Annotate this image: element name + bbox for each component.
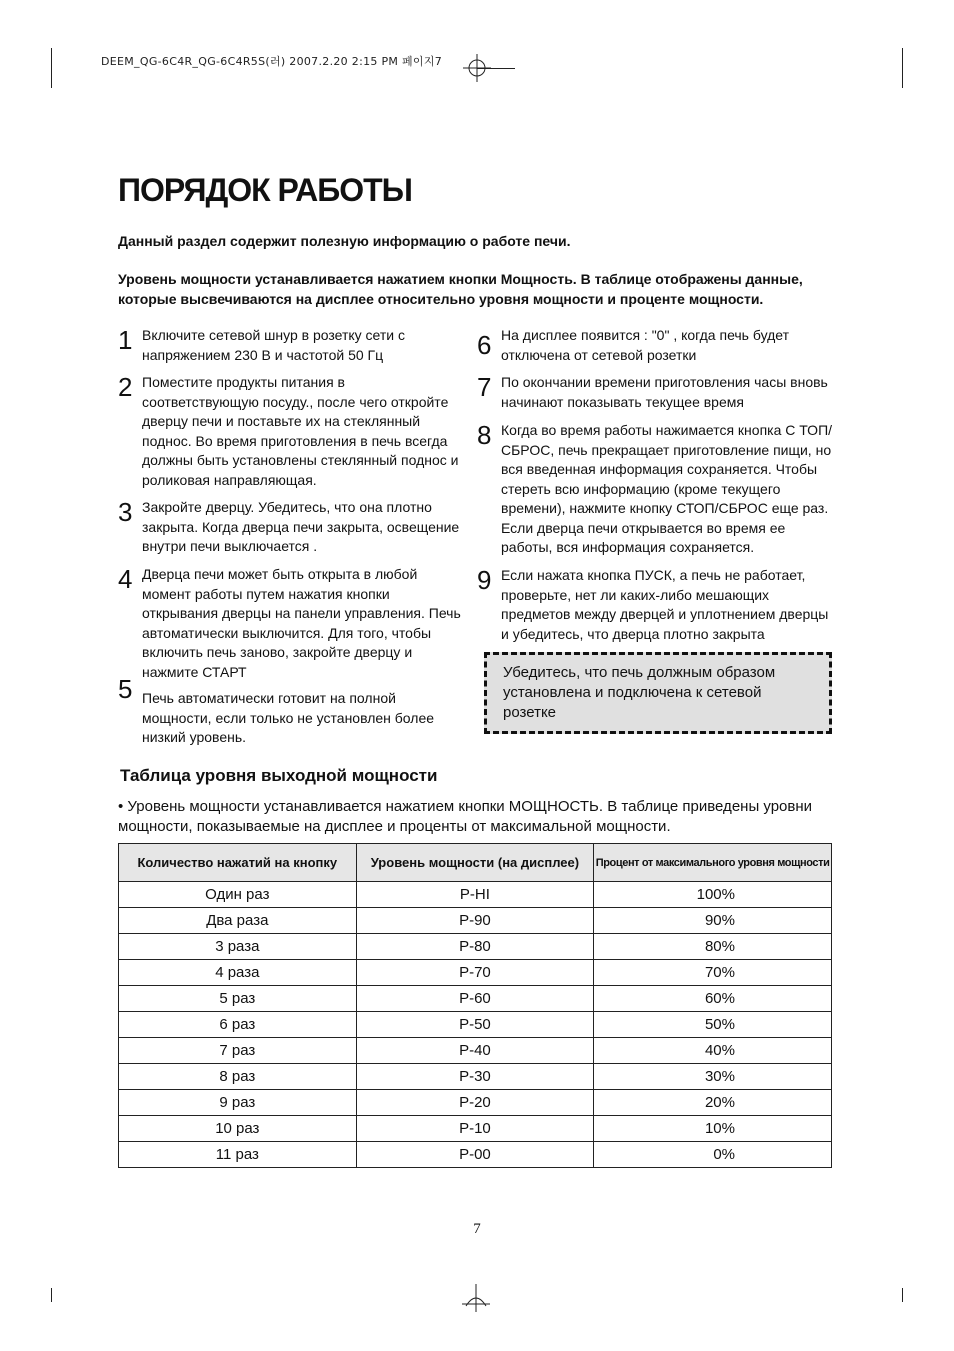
table-row (119, 1012, 832, 1038)
table-row (119, 882, 832, 908)
crop-mark (51, 48, 52, 88)
step-number: 9 (477, 565, 492, 595)
section-heading: Таблица уровня выходной мощности (120, 766, 438, 785)
intro-text: Данный раздел содержит полезную информацию о работе печи. (118, 233, 571, 249)
table-cell: 4 раза (119, 960, 357, 986)
table-row (119, 1116, 832, 1142)
registration-mark-icon (462, 1284, 490, 1312)
step-item (118, 373, 463, 498)
intro-text: Уровень мощности устанавливается нажатием кнопки Мощность. В таблице отображены данные, которые высвечиваются на дисплее относительно уровня мощности и проценте мощности. (118, 271, 803, 307)
step-number: 1 (118, 325, 133, 355)
step-text: Поместите продукты питания в соответствующую посуду., после чего откройте дверцу печи и поставьте их на стеклянный поднос. Во время приготовления в печь всегда должны быть установлены стеклянный поднос и роликовая направляющая. (142, 374, 459, 488)
table-cell: P-20 (356, 1090, 594, 1116)
step-item (477, 566, 833, 646)
steps-right-column (477, 326, 833, 646)
table-cell: 3 раза (119, 934, 357, 960)
step-number: 7 (477, 372, 492, 402)
table-cell: P-00 (356, 1142, 594, 1168)
step-number: 4 (118, 564, 133, 594)
step-number: 5 (118, 674, 133, 704)
table-header-row (119, 844, 832, 882)
crop-mark (902, 1288, 903, 1302)
table-cell: 20% (594, 1090, 832, 1116)
table-cell: P-70 (356, 960, 594, 986)
step-text: Если нажата кнопка ПУСК, а печь не работает, проверьте, нет ли каких-либо мешающих предметов между дверцей и уплотнением дверцы и убедитесь, что дверца плотно закрыта (501, 567, 829, 642)
table-cell: P-80 (356, 934, 594, 960)
crop-mark (51, 1288, 52, 1302)
page-number: 7 (473, 1221, 481, 1237)
table-row (119, 1038, 832, 1064)
table-cell: 40% (594, 1038, 832, 1064)
table-row (119, 908, 832, 934)
step-item (477, 326, 833, 373)
column-header: Уровень мощности (на дисплее) (356, 844, 594, 882)
table-cell: 60% (594, 986, 832, 1012)
column-header: Процент от максимального уровня мощности (594, 844, 832, 882)
table-row (119, 960, 832, 986)
print-header: DEEM_QG-6C4R_QG-6C4R5S(러) 2007.2.20 2:15 PM 페이지7 (101, 55, 443, 68)
step-item (477, 421, 833, 566)
table-cell: 70% (594, 960, 832, 986)
step-number: 6 (477, 330, 492, 360)
table-cell: P-30 (356, 1064, 594, 1090)
table-cell: P-HI (356, 882, 594, 908)
section-description: • Уровень мощности устанавливается нажатием кнопки МОЩНОСТЬ. В таблице приведены уровни мощности, показываемые на дисплее и проценты от максимальной мощности. (118, 798, 813, 835)
table-cell: 11 раз (119, 1142, 357, 1168)
table-cell: 9 раз (119, 1090, 357, 1116)
table-row (119, 986, 832, 1012)
step-number: 2 (118, 372, 133, 402)
step-text: Когда во время работы нажимается кнопка С ТОП/СБРОС, печь прекращает приготовление пищи, но вся введенная информация сохраняется. Чтобы стереть всю информацию (кроме текущего времени), нажмите кнопку СТОП/СБРОС еще раз. Если дверца печи открывается во время ее работы, вся информация сохраняется. (501, 422, 833, 555)
steps-left-column (118, 326, 463, 759)
table-cell: 80% (594, 934, 832, 960)
power-level-table (118, 843, 832, 1168)
table-row (119, 934, 832, 960)
table-cell: 30% (594, 1064, 832, 1090)
table-cell: 0% (594, 1142, 832, 1168)
table-cell: 8 раз (119, 1064, 357, 1090)
step-number: 3 (118, 497, 133, 527)
table-cell: P-90 (356, 908, 594, 934)
table-cell: 7 раз (119, 1038, 357, 1064)
table-cell: Два раза (119, 908, 357, 934)
table-cell: 10 раз (119, 1116, 357, 1142)
table-cell: Один раз (119, 882, 357, 908)
table-cell: 50% (594, 1012, 832, 1038)
step-text: Закройте дверцу. Убедитесь, что она плотно закрыта. Когда дверца печи закрыта, освещение внутри печи выключается . (142, 499, 460, 554)
page-title: ПОРЯДОК РАБОТЫ (118, 172, 412, 208)
step-item (118, 326, 463, 373)
table-row (119, 1142, 832, 1168)
step-text: Включите сетевой шнур в розетку сети с напряжением 230 В и частотой 50 Гц (142, 327, 405, 363)
table-cell: P-60 (356, 986, 594, 1012)
step-text: По окончании времени приготовления часы вновь начинают показывать текущее время (501, 374, 828, 410)
step-text: Печь автоматически готовит на полной мощности, если только не установлен более низкий уровень. (142, 690, 435, 745)
step-item (477, 373, 833, 421)
table-cell: P-10 (356, 1116, 594, 1142)
table-cell: 5 раз (119, 986, 357, 1012)
warning-note: Убедитесь, что печь должным образом установлена и подключена к сетевой розетке (484, 652, 832, 734)
table-cell: 10% (594, 1116, 832, 1142)
step-item (118, 565, 463, 689)
step-number: 8 (477, 420, 492, 450)
step-item (118, 498, 463, 565)
table-row (119, 1064, 832, 1090)
table-cell: P-50 (356, 1012, 594, 1038)
table-row (119, 1090, 832, 1116)
step-text: На дисплее появится : "0" , когда печь будет отключена от сетевой розетки (501, 327, 790, 363)
step-text: Дверца печи может быть открыта в любой момент работы путем нажатия кнопки открывания дверцы на панели управления. Печь автоматически выключится. Для того, чтобы включить печь заново, закройте дверцу и нажмите СТАРТ (142, 566, 461, 680)
table-cell: 6 раз (119, 1012, 357, 1038)
table-cell: 100% (594, 882, 832, 908)
table-cell: 90% (594, 908, 832, 934)
column-header: Количество нажатий на кнопку (119, 844, 357, 882)
crop-mark (902, 48, 903, 88)
step-item (118, 674, 463, 759)
table-cell: P-40 (356, 1038, 594, 1064)
header-rule (477, 68, 515, 69)
